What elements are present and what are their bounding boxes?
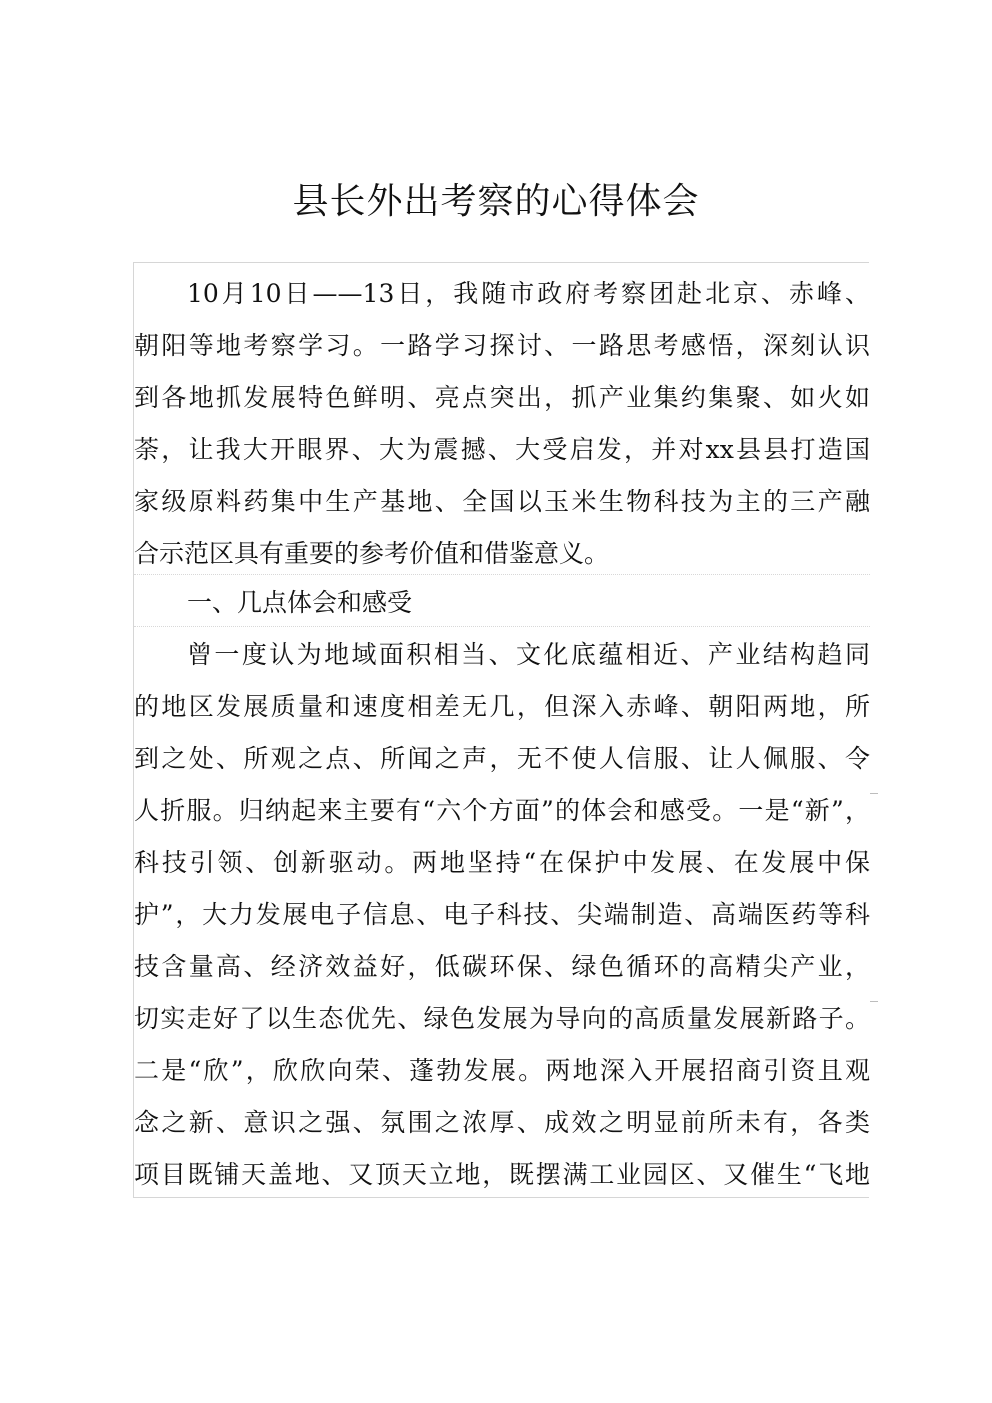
paragraph-2-line-10: 念之新、意识之强、氛围之浓厚、成效之明显前所未有，各类 xyxy=(134,1108,870,1137)
paragraph-separator xyxy=(134,574,870,575)
heading-separator xyxy=(134,626,870,627)
paragraph-2-line-1: 曾一度认为地域面积相当、文化底蕴相近、产业结构趋同 xyxy=(187,640,870,669)
document-title: 县长外出考察的心得体会 xyxy=(292,181,700,222)
paragraph-2-line-2: 的地区发展质量和速度相差无几，但深入赤峰、朝阳两地，所 xyxy=(134,692,870,721)
paragraph-1-line-1: 10月10日——13日，我随市政府考察团赴北京、赤峰、 xyxy=(187,279,870,308)
paragraph-1-line-3: 到各地抓发展特色鲜明、亮点突出，抓产业集约集聚、如火如 xyxy=(134,383,870,412)
margin-tick xyxy=(870,793,878,794)
paragraph-1-line-4: 荼，让我大开眼界、大为震撼、大受启发，并对xx县县打造国 xyxy=(134,435,870,464)
paragraph-1-line-2: 朝阳等地考察学习。一路学习探讨、一路思考感悟，深刻认识 xyxy=(134,331,870,360)
paragraph-2-line-6: 护”，大力发展电子信息、电子科技、尖端制造、高端医药等科 xyxy=(134,900,870,929)
paragraph-2-line-5: 科技引领、创新驱动。两地坚持“在保护中发展、在发展中保 xyxy=(134,848,870,877)
paragraph-2-line-8: 切实走好了以生态优先、绿色发展为导向的高质量发展新路子。 xyxy=(134,1004,870,1033)
paragraph-2-line-7: 技含量高、经济效益好，低碳环保、绿色循环的高精尖产业， xyxy=(134,952,870,981)
paragraph-2-line-11: 项目既铺天盖地、又顶天立地，既摆满工业园区、又催生“飞地 xyxy=(134,1160,870,1189)
paragraph-1-line-5: 家级原料药集中生产基地、全国以玉米生物科技为主的三产融 xyxy=(134,487,870,516)
paragraph-2-line-9: 二是“欣”，欣欣向荣、蓬勃发展。两地深入开展招商引资且观 xyxy=(134,1056,870,1085)
margin-tick xyxy=(870,1001,878,1002)
document-body xyxy=(133,262,869,1198)
section-heading: 一、几点体会和感受 xyxy=(187,588,413,617)
paragraph-2-line-3: 到之处、所观之点、所闻之声，无不使人信服、让人佩服、令 xyxy=(134,744,870,773)
paragraph-1-line-6: 合示范区具有重要的参考价值和借鉴意义。 xyxy=(134,539,610,568)
paragraph-2-line-4: 人折服。归纳起来主要有“六个方面”的体会和感受。一是“新”， xyxy=(134,796,870,825)
